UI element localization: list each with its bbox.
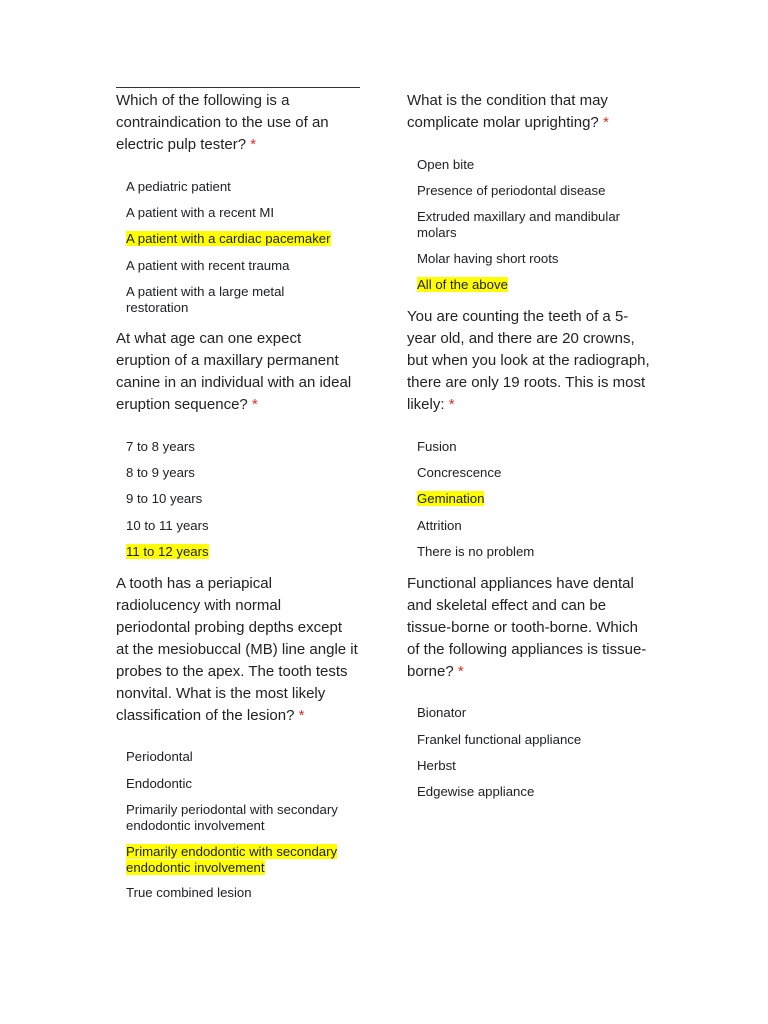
option-item[interactable]: A patient with recent trauma [126, 258, 290, 273]
option-item[interactable]: Attrition [417, 518, 462, 533]
option-item[interactable]: 9 to 10 years [126, 491, 203, 506]
question-prompt: A tooth has a periapical radiolucency with normal periodontal probing depths except at the mesiobuccal (MB) line angle it probes to the apex. The tooth tests nonvital. What is the most likely classification of the lesion? * [116, 575, 358, 724]
option-item[interactable]: Frankel functional appliance [417, 732, 582, 747]
question-prompt: What is the condition that may complicate molar uprighting? * [407, 92, 609, 131]
required-mark: * [250, 136, 257, 153]
option-item-highlighted[interactable]: Gemination [417, 491, 485, 506]
required-mark: * [457, 663, 464, 680]
option-item[interactable]: 8 to 9 years [126, 465, 195, 480]
question-prompt: At what age can one expect eruption of a maxillary permanent canine in an individual with an ideal eruption sequence? * [116, 330, 352, 413]
option-item-highlighted[interactable]: Primarily endodontic with secondary endodontic involvement [126, 844, 338, 875]
option-item[interactable]: A pediatric patient [126, 179, 231, 194]
required-mark: * [602, 114, 609, 131]
required-mark: * [251, 396, 258, 413]
option-item[interactable]: Bionator [417, 705, 467, 720]
option-item[interactable]: 7 to 8 years [126, 439, 195, 454]
option-item[interactable]: Open bite [417, 157, 475, 172]
option-item-highlighted[interactable]: 11 to 12 years [126, 544, 209, 559]
option-item[interactable]: Concrescence [417, 465, 502, 480]
question-prompt: You are counting the teeth of a 5-year old, and there are 20 crowns, but when you look at the radiograph, there are only 19 roots. This is most likely: * [407, 308, 650, 413]
option-item[interactable]: Herbst [417, 758, 456, 773]
required-mark: * [448, 396, 455, 413]
option-item[interactable]: Edgewise appliance [417, 784, 535, 799]
option-item[interactable]: Endodontic [126, 776, 192, 791]
question-prompt: Which of the following is a contraindication to the use of an electric pulp tester? * [116, 92, 329, 153]
option-item-highlighted[interactable]: A patient with a cardiac pacemaker [126, 231, 331, 246]
option-item[interactable]: A patient with a large metal restoration [126, 284, 285, 315]
option-item-highlighted[interactable]: All of the above [417, 277, 508, 292]
option-item[interactable]: True combined lesion [126, 885, 252, 900]
option-item[interactable]: 10 to 11 years [126, 518, 209, 533]
option-item[interactable]: Primarily periodontal with secondary endodontic involvement [126, 802, 338, 833]
option-item[interactable]: Extruded maxillary and mandibular molars [417, 209, 621, 240]
option-item[interactable]: Periodontal [126, 749, 193, 764]
option-item[interactable]: Presence of periodontal disease [417, 183, 606, 198]
question-prompt: Functional appliances have dental and skeletal effect and can be tissue-borne or tooth-borne. Which of the following appliances is tissue-borne? * [407, 575, 647, 680]
option-item[interactable]: Molar having short roots [417, 251, 559, 266]
option-item[interactable]: Fusion [417, 439, 457, 454]
top-divider-line [116, 87, 360, 88]
option-item[interactable]: A patient with a recent MI [126, 205, 275, 220]
option-item[interactable]: There is no problem [417, 544, 535, 559]
required-mark: * [298, 707, 305, 724]
